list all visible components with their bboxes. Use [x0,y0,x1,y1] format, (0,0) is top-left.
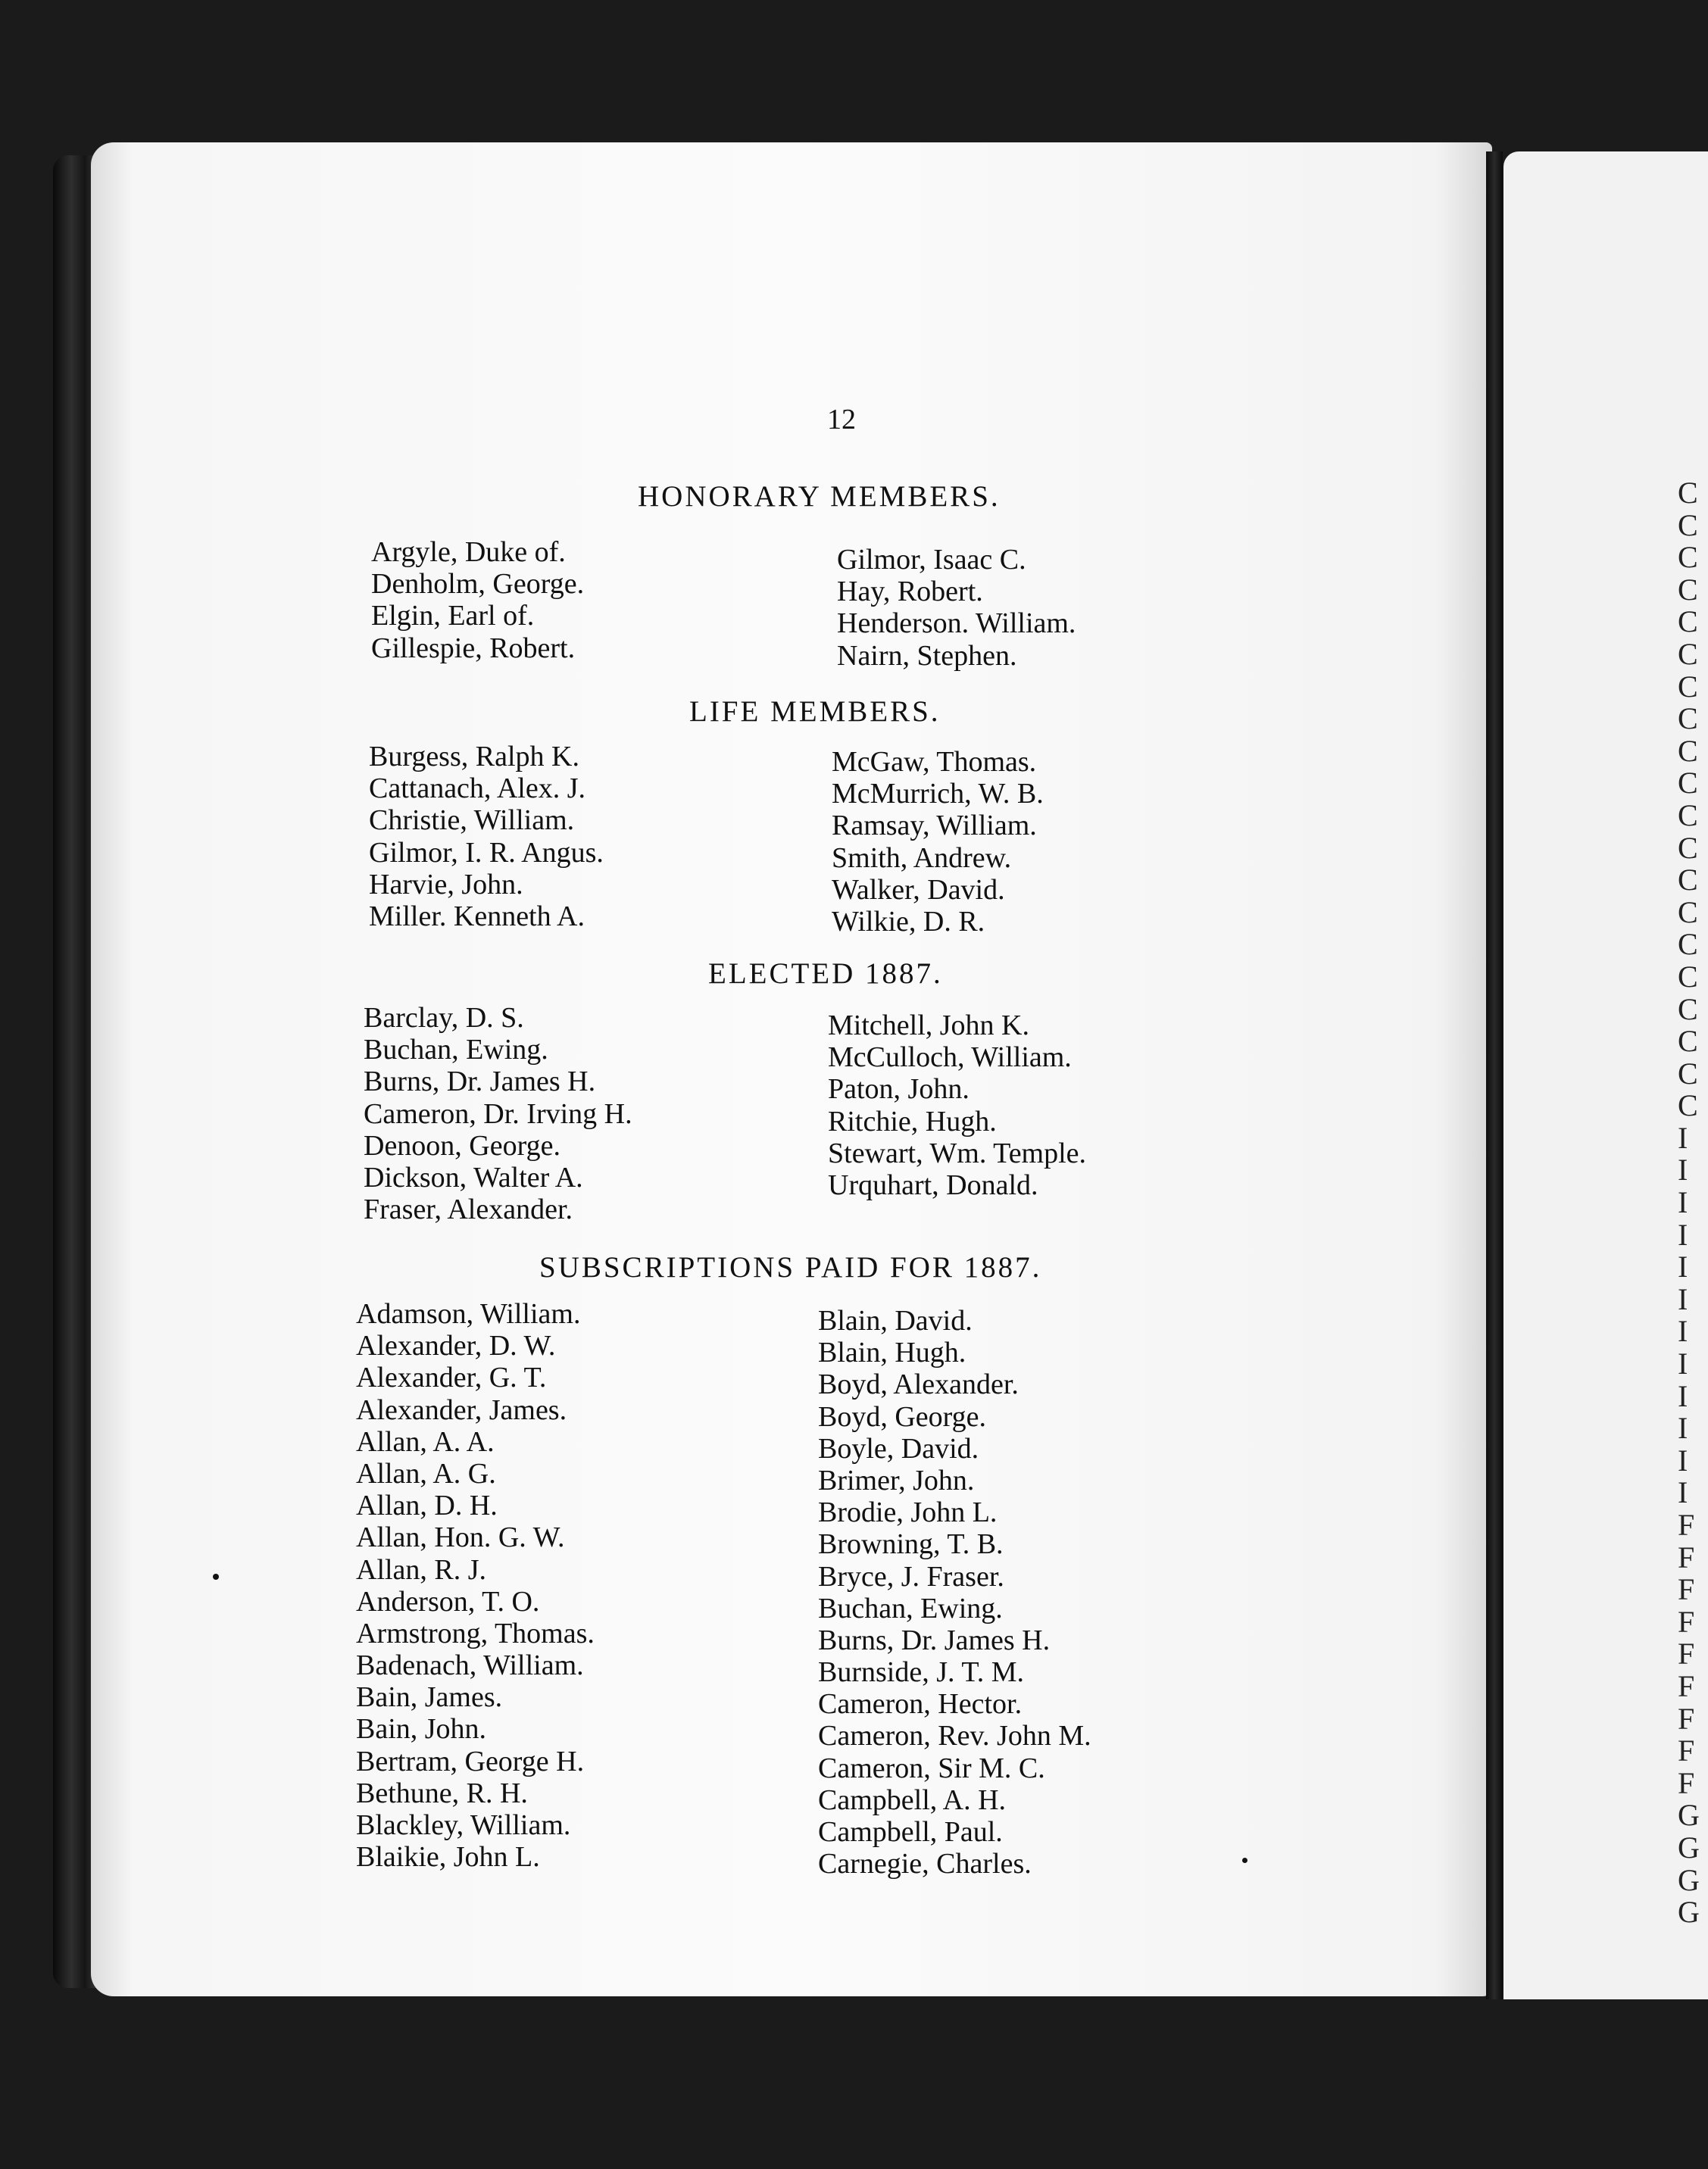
member-name: Bain, James. [356,1681,503,1714]
facing-page-letter: I [1678,1475,1688,1510]
facing-page-edge [1503,151,1708,1999]
facing-page-letter: F [1678,1734,1695,1768]
facing-page-letter: C [1678,476,1698,510]
member-name: Ramsay, William. [832,810,1037,842]
member-name: Buchan, Ewing. [364,1034,548,1066]
member-name: Bethune, R. H. [356,1777,528,1809]
member-name: Dickson, Walter A. [364,1161,583,1194]
member-name: Cameron, Hector. [818,1688,1023,1721]
member-name: McGaw, Thomas. [832,746,1037,778]
member-name: Armstrong, Thomas. [356,1617,595,1649]
honorary-left-column [371,536,584,664]
ink-speck [213,1574,219,1580]
member-name: Buchan, Ewing. [818,1592,1003,1624]
facing-page-letter: I [1678,1281,1688,1316]
member-name: Alexander, D. W. [356,1330,556,1362]
member-name: Cattanach, Alex. J. [369,772,585,805]
facing-page-letter: C [1678,604,1698,639]
facing-page-letter: C [1678,894,1698,929]
member-name: Allan, A. A. [356,1425,495,1458]
member-name: Mitchell, John K. [828,1010,1029,1041]
member-name: Gilmor, I. R. Angus. [369,836,604,869]
member-name: Bryce, J. Fraser. [818,1560,1004,1593]
member-name: Blackley, William. [356,1809,571,1841]
facing-page-letter: C [1678,572,1698,607]
member-name: Barclay, D. S. [364,1002,524,1034]
facing-page-letter: F [1678,1604,1695,1639]
member-name: Cameron, Sir M. C. [818,1752,1045,1784]
member-name: Nairn, Stephen. [837,639,1017,672]
member-name: Blain, Hugh. [818,1337,966,1369]
member-name: Denholm, George. [371,568,585,601]
member-name: Allan, D. H. [356,1490,498,1522]
facing-page-letters [1678,477,1700,1929]
member-name: Allan, A. G. [356,1457,496,1490]
elected-right-column [828,1010,1086,1201]
facing-page-letter: C [1678,766,1698,801]
facing-page-letter: C [1678,927,1698,962]
facing-page-letter: I [1678,1411,1688,1446]
facing-page-letter: I [1678,1314,1688,1349]
page-number: 12 [827,404,856,435]
member-name: Carnegie, Charles. [818,1848,1032,1880]
member-name: Burns, Dr. James H. [818,1624,1051,1656]
facing-page-letter: C [1678,863,1698,897]
facing-page-letter: G [1678,1862,1700,1897]
facing-page-letter: F [1678,1508,1695,1542]
member-name: Campbell, Paul. [818,1816,1003,1848]
member-name: Browning, T. B. [818,1528,1004,1561]
facing-page-letter: F [1678,1668,1695,1703]
member-name: McMurrich, W. B. [832,778,1044,810]
honorary-right-column [837,544,1076,672]
facing-page-letter: I [1678,1120,1688,1155]
life-right-column [832,746,1044,938]
facing-page-letter: C [1678,1088,1698,1123]
member-name: Urquhart, Donald. [828,1169,1038,1201]
member-name: Allan, Hon. G. W. [356,1521,565,1554]
facing-page-letter: C [1678,669,1698,704]
member-name: Burns, Dr. James H. [364,1066,596,1098]
subscriptions-left-column [356,1298,595,1873]
member-name: Fraser, Alexander. [364,1194,573,1226]
member-name: Brodie, John L. [818,1496,998,1529]
member-name: Blaikie, John L. [356,1841,540,1874]
facing-page-letter: I [1678,1217,1688,1252]
section-heading-life: LIFE MEMBERS. [689,695,941,728]
member-name: Christie, William. [369,804,575,837]
member-name: Alexander, James. [356,1393,567,1426]
member-name: Gilmor, Isaac C. [837,544,1026,576]
member-name: McCulloch, William. [828,1041,1072,1074]
member-name: Cameron, Dr. Irving H. [364,1097,632,1130]
facing-page-letter: G [1678,1798,1700,1833]
member-name: Argyle, Duke of. [371,536,566,568]
facing-page-letter: C [1678,636,1698,671]
facing-page-letter: C [1678,1024,1698,1059]
member-name: Alexander, G. T. [356,1362,547,1394]
member-name: Gillespie, Robert. [371,632,576,664]
facing-page-letter: C [1678,1056,1698,1091]
facing-page-letter: F [1678,1540,1695,1574]
member-name: Ritchie, Hugh. [828,1105,997,1138]
facing-page-letter: F [1678,1765,1695,1800]
member-name: Allan, R. J. [356,1553,487,1586]
member-name: Bain, John. [356,1713,487,1746]
facing-page-letter: C [1678,991,1698,1026]
facing-page-letter: I [1678,1250,1688,1284]
member-name: Burnside, J. T. M. [818,1656,1024,1689]
book-page [91,142,1492,1996]
section-heading-elected: ELECTED 1887. [708,957,943,990]
section-heading-honorary: HONORARY MEMBERS. [638,480,1001,513]
facing-page-letter: F [1678,1572,1695,1607]
member-name: Henderson. William. [837,607,1076,640]
member-name: Bertram, George H. [356,1745,585,1777]
facing-page-letter: C [1678,959,1698,994]
member-name: Miller. Kenneth A. [369,900,585,932]
member-name: Badenach, William. [356,1649,584,1682]
facing-page-letter: C [1678,733,1698,768]
facing-page-letter: C [1678,507,1698,542]
member-name: Anderson, T. O. [356,1585,540,1618]
member-name: Boyle, David. [818,1432,979,1465]
page-gutter [1486,151,1503,1999]
facing-page-letter: G [1678,1830,1700,1865]
member-name: Campbell, A. H. [818,1784,1007,1816]
ink-speck [1242,1858,1247,1863]
life-left-column [369,741,604,932]
member-name: Cameron, Rev. John M. [818,1720,1091,1752]
member-name: Brimer, John. [818,1464,975,1496]
member-name: Denoon, George. [364,1129,560,1162]
facing-page-letter: C [1678,830,1698,865]
member-name: Smith, Andrew. [832,841,1012,874]
facing-page-letter: C [1678,701,1698,736]
facing-page-letter: C [1678,540,1698,575]
member-name: Stewart, Wm. Temple. [828,1137,1087,1169]
facing-page-letter: C [1678,797,1698,832]
facing-page-letter: F [1678,1637,1695,1671]
facing-page-letter: I [1678,1185,1688,1220]
facing-page-letter: I [1678,1443,1688,1478]
member-name: Hay, Robert. [837,576,983,608]
facing-page-letter: I [1678,1378,1688,1413]
subscriptions-right-column [818,1305,1091,1880]
facing-page-letter: I [1678,1347,1688,1381]
facing-page-letter: I [1678,1153,1688,1187]
facing-page-letter: F [1678,1701,1695,1736]
member-name: Paton, John. [828,1073,970,1106]
member-name: Walker, David. [832,873,1005,906]
member-name: Blain, David. [818,1305,973,1337]
section-heading-subscriptions: SUBSCRIPTIONS PAID FOR 1887. [539,1251,1042,1284]
member-name: Boyd, Alexander. [818,1368,1019,1401]
member-name: Burgess, Ralph K. [369,741,579,772]
member-name: Wilkie, D. R. [832,905,985,938]
member-name: Adamson, William. [356,1298,581,1330]
member-name: Elgin, Earl of. [371,600,535,632]
member-name: Harvie, John. [369,868,523,900]
elected-left-column [364,1002,632,1225]
facing-page-letter: G [1678,1895,1700,1930]
member-name: Boyd, George. [818,1400,986,1433]
